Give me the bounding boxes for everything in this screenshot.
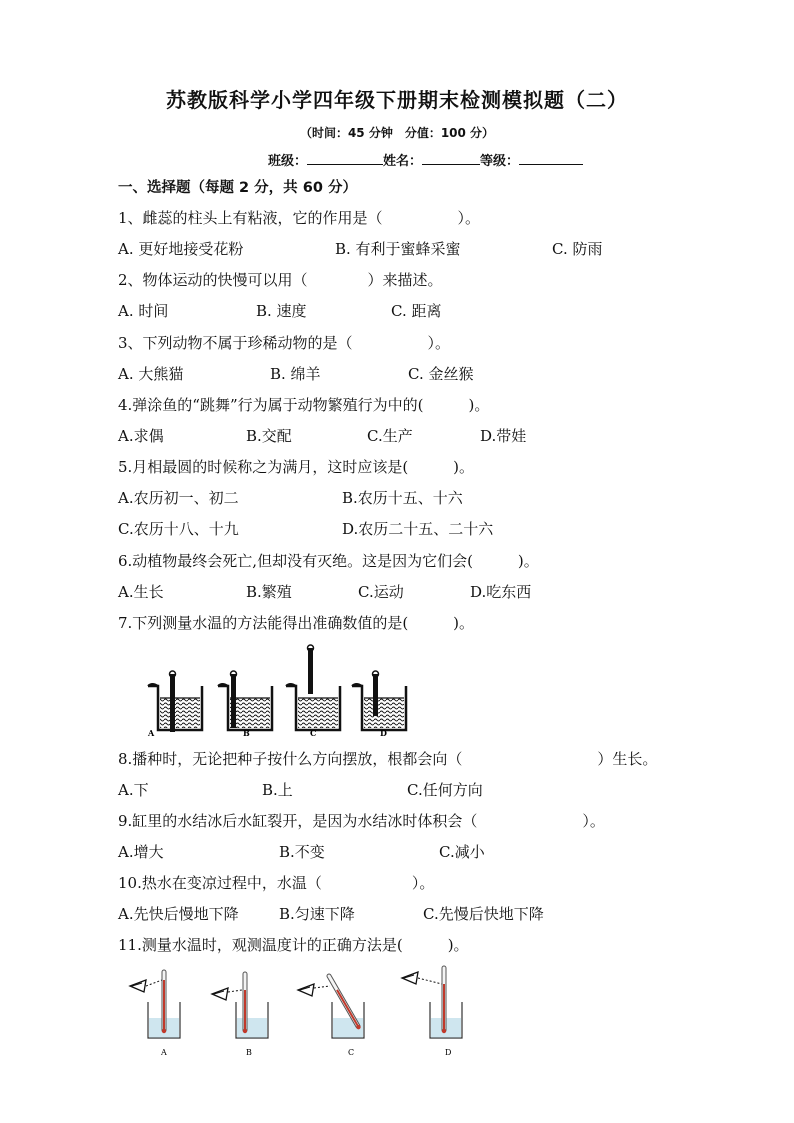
q4-option-b[interactable]: B.交配 — [246, 427, 292, 445]
question-4: 4.弹涂鱼的“跳舞”行为属于动物繁殖行为中的( )。 — [118, 396, 490, 414]
time-score-info: （时间：45 分钟 分值：100 分） — [299, 126, 495, 140]
q3-option-c[interactable]: C. 金丝猴 — [408, 365, 474, 383]
q8-option-a[interactable]: A.下 — [118, 781, 149, 799]
question-8: 8.播种时，无论把种子按什么方向摆放，根都会向（ ）生长。 — [118, 750, 658, 768]
beaker-thermometer-figure — [140, 642, 430, 737]
q8-option-b[interactable]: B.上 — [262, 781, 293, 799]
q5-option-c[interactable]: C.农历十八、十九 — [118, 520, 239, 538]
question-5: 5.月相最圆的时候称之为满月，这时应该是( )。 — [118, 458, 475, 476]
class-label: 班级： — [268, 154, 308, 169]
q9-option-a[interactable]: A.增大 — [118, 843, 164, 861]
section-title: 一、选择题（每题 2 分，共 60 分） — [118, 180, 357, 196]
q1-option-c[interactable]: C. 防雨 — [552, 240, 603, 258]
q6-option-b[interactable]: B.繁殖 — [246, 583, 292, 601]
question-1: 1、雌蕊的柱头上有粘液，它的作用是（ ）。 — [118, 209, 481, 227]
question-6: 6.动植物最终会死亡,但却没有灭绝。这是因为它们会( )。 — [118, 552, 539, 570]
q5-option-a[interactable]: A.农历初一、初二 — [118, 489, 239, 507]
q3-option-b[interactable]: B. 绵羊 — [270, 365, 321, 383]
reading-option-c[interactable] — [298, 973, 364, 1038]
grade-blank[interactable] — [519, 151, 583, 165]
q4-option-c[interactable]: C.生产 — [367, 427, 413, 445]
exam-title: 苏教版科学小学四年级下册期末检测模拟题（二） — [166, 88, 628, 112]
q10-option-c[interactable]: C.先慢后快地下降 — [423, 905, 544, 923]
fig7-label-c: C — [310, 728, 317, 737]
q9-option-b[interactable]: B.不变 — [279, 843, 325, 861]
q9-option-c[interactable]: C.减小 — [439, 843, 485, 861]
beaker-c[interactable] — [286, 645, 340, 730]
q3-option-a[interactable]: A. 大熊猫 — [118, 365, 184, 383]
reading-option-a[interactable] — [130, 970, 180, 1038]
q4-option-d[interactable]: D.带娃 — [480, 427, 527, 445]
reading-option-b[interactable] — [212, 972, 268, 1038]
q5-option-d[interactable]: D.农历二十五、二十六 — [342, 520, 494, 538]
fig11-label-b: B — [246, 1048, 252, 1057]
reading-option-d[interactable] — [402, 966, 462, 1038]
q2-option-c[interactable]: C. 距离 — [391, 302, 442, 320]
q2-option-a[interactable]: A. 时间 — [118, 302, 169, 320]
q8-option-c[interactable]: C.任何方向 — [407, 781, 483, 799]
fig11-label-d: D — [445, 1048, 452, 1057]
question-2: 2、物体运动的快慢可以用（ ）来描述。 — [118, 271, 443, 289]
question-11: 11.测量水温时，观测温度计的正确方法是( )。 — [118, 936, 469, 954]
fig11-label-a: A — [161, 1048, 167, 1057]
q10-option-a[interactable]: A.先快后慢地下降 — [118, 905, 239, 923]
q6-option-d[interactable]: D.吃东西 — [470, 583, 532, 601]
fig11-label-c: C — [348, 1048, 355, 1057]
question-9: 9.缸里的水结冰后水缸裂开，是因为水结冰时体积会（ ）。 — [118, 812, 605, 830]
beaker-d[interactable] — [352, 671, 406, 730]
fig7-label-a: A — [148, 728, 155, 737]
name-label: 姓名： — [383, 154, 423, 169]
beaker-b[interactable] — [218, 671, 272, 730]
q5-option-b[interactable]: B.农历十五、十六 — [342, 489, 463, 507]
q4-option-a[interactable]: A.求偶 — [118, 427, 164, 445]
name-blank[interactable] — [422, 151, 480, 165]
student-info-line — [268, 150, 583, 169]
q1-option-a[interactable]: A. 更好地接受花粉 — [118, 240, 244, 258]
fig7-label-d: D — [380, 728, 387, 737]
thermometer-reading-figure — [124, 962, 484, 1062]
question-7: 7.下列测量水温的方法能得出准确数值的是( )。 — [118, 614, 475, 632]
fig7-label-b: B — [243, 728, 250, 737]
class-blank[interactable] — [307, 151, 383, 165]
q10-option-b[interactable]: B.匀速下降 — [279, 905, 355, 923]
question-10: 10.热水在变凉过程中，水温（ ）。 — [118, 874, 435, 892]
q2-option-b[interactable]: B. 速度 — [256, 302, 307, 320]
grade-label: 等级： — [480, 154, 520, 169]
q1-option-b[interactable]: B. 有利于蜜蜂采蜜 — [335, 240, 461, 258]
beaker-a[interactable] — [148, 671, 202, 732]
q6-option-c[interactable]: C.运动 — [358, 583, 404, 601]
q6-option-a[interactable]: A.生长 — [118, 583, 164, 601]
question-3: 3、下列动物不属于珍稀动物的是（ ）。 — [118, 334, 451, 352]
